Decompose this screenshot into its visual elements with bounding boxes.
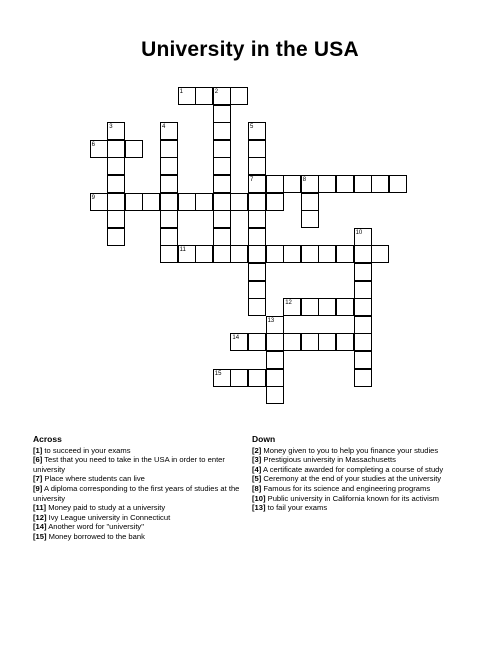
- across-clue: [33, 446, 251, 456]
- grid-cell[interactable]: [107, 228, 125, 246]
- grid-cell[interactable]: [336, 298, 354, 316]
- clue-number-label: 15: [214, 370, 222, 377]
- clue-number: [7]: [33, 474, 43, 484]
- grid-cell[interactable]: [160, 228, 178, 246]
- clue-number-label: 5: [250, 124, 254, 131]
- grid-cell[interactable]: [107, 140, 125, 158]
- clue-number: [4]: [252, 464, 262, 474]
- down-clue: [252, 446, 477, 456]
- grid-cell[interactable]: [195, 193, 213, 211]
- grid-cell[interactable]: [354, 175, 372, 193]
- grid-cell[interactable]: [318, 245, 336, 263]
- grid-cell[interactable]: [354, 316, 372, 334]
- grid-cell[interactable]: [213, 175, 231, 193]
- clue-number: [11]: [33, 503, 47, 513]
- clue-text: Famous for its science and engineering programs: [261, 483, 431, 493]
- down-clue: [252, 494, 477, 504]
- down-heading: Down: [252, 434, 276, 444]
- across-clue: [33, 484, 251, 503]
- clue-text: Test that you need to take in the USA in order to enter university: [33, 455, 225, 474]
- grid-cell[interactable]: [178, 193, 196, 211]
- grid-cell[interactable]: [230, 87, 248, 105]
- down-clue: [252, 455, 477, 465]
- grid-cell[interactable]: [160, 175, 178, 193]
- grid-cell[interactable]: [266, 369, 284, 387]
- grid-cell[interactable]: [301, 193, 319, 211]
- down-clue: [252, 465, 477, 475]
- grid-cell[interactable]: [248, 369, 266, 387]
- grid-cell[interactable]: [248, 157, 266, 175]
- clue-number: [8]: [252, 483, 262, 493]
- grid-cell[interactable]: [213, 157, 231, 175]
- clue-number: [15]: [33, 531, 47, 541]
- grid-cell[interactable]: [354, 245, 372, 263]
- grid-cell[interactable]: [107, 157, 125, 175]
- grid-cell[interactable]: [248, 210, 266, 228]
- clue-number-label: 9: [91, 194, 95, 201]
- grid-cell[interactable]: [248, 140, 266, 158]
- clue-text: Money paid to study at a university: [46, 503, 166, 513]
- grid-cell[interactable]: [354, 351, 372, 369]
- grid-cell[interactable]: [283, 245, 301, 263]
- grid-cell[interactable]: [125, 140, 143, 158]
- grid-cell[interactable]: [354, 281, 372, 299]
- across-clue: [33, 503, 251, 513]
- clue-number-label: 11: [179, 247, 186, 254]
- grid-cell[interactable]: [283, 333, 301, 351]
- across-clue: [33, 513, 251, 523]
- grid-cell[interactable]: [354, 263, 372, 281]
- clue-number-label: 6: [91, 141, 95, 148]
- grid-cell[interactable]: [336, 333, 354, 351]
- clue-text: Ivy League university in Connecticut: [46, 512, 171, 522]
- grid-cell[interactable]: [230, 369, 248, 387]
- across-clue: [33, 522, 251, 532]
- grid-cell[interactable]: [125, 193, 143, 211]
- clue-number: [14]: [33, 522, 47, 532]
- clue-text: to fail your exams: [265, 503, 328, 513]
- grid-cell[interactable]: [266, 175, 284, 193]
- grid-cell[interactable]: [107, 210, 125, 228]
- grid-cell[interactable]: [389, 175, 407, 193]
- grid-cell[interactable]: [318, 298, 336, 316]
- clue-text: A certificate awarded for completing a course of study: [261, 464, 444, 474]
- grid-cell[interactable]: [266, 386, 284, 404]
- clue-number-label: 2: [214, 89, 219, 95]
- grid-cell[interactable]: [301, 333, 319, 351]
- grid-cell[interactable]: [336, 175, 354, 193]
- grid-cell[interactable]: [160, 140, 178, 158]
- grid-cell[interactable]: [248, 281, 266, 299]
- down-clue: [252, 474, 477, 484]
- clue-number-label: 4: [162, 124, 166, 131]
- grid-cell[interactable]: [301, 245, 319, 263]
- across-clue: [33, 532, 251, 542]
- clue-number: [2]: [252, 445, 262, 455]
- grid-cell[interactable]: [248, 228, 266, 246]
- grid-cell[interactable]: [266, 193, 284, 211]
- grid-cell[interactable]: [354, 298, 372, 316]
- clue-text: Money given to you to help you finance your studies: [261, 445, 439, 455]
- grid-cell[interactable]: [248, 333, 266, 351]
- clue-number: [6]: [33, 455, 43, 465]
- clue-number: [3]: [252, 455, 262, 465]
- across-heading: Across: [33, 434, 62, 444]
- grid-cell[interactable]: [266, 351, 284, 369]
- grid-cell[interactable]: [301, 210, 319, 228]
- clue-number-label: 8: [302, 177, 307, 183]
- grid-cell[interactable]: [213, 193, 231, 211]
- page-title: University in the USA: [141, 38, 359, 61]
- clue-number: [9]: [33, 483, 43, 493]
- grid-cell[interactable]: [107, 193, 125, 211]
- clue-number-label: 7: [250, 177, 254, 183]
- grid-cell[interactable]: [160, 245, 178, 263]
- across-clue: [33, 455, 251, 474]
- down-clue-list: [252, 446, 477, 513]
- grid-cell[interactable]: [160, 210, 178, 228]
- grid-cell[interactable]: [213, 210, 231, 228]
- grid-cell[interactable]: [160, 157, 178, 175]
- grid-cell[interactable]: [266, 245, 284, 263]
- grid-cell[interactable]: [160, 193, 178, 211]
- clue-text: Place where students can live: [42, 474, 145, 484]
- grid-cell[interactable]: [248, 193, 266, 211]
- clue-text: A diploma corresponding to the first years of studies at the university: [33, 483, 240, 503]
- grid-cell[interactable]: [354, 369, 372, 387]
- clue-number-label: 12: [285, 300, 292, 307]
- grid-cell[interactable]: [336, 245, 354, 263]
- grid-cell[interactable]: [248, 298, 266, 316]
- grid-cell[interactable]: [248, 245, 266, 263]
- grid-cell[interactable]: [213, 105, 231, 123]
- grid-cell[interactable]: [248, 263, 266, 281]
- grid-cell[interactable]: [283, 175, 301, 193]
- grid-cell[interactable]: [230, 193, 248, 211]
- down-clues: [252, 435, 477, 513]
- clue-text: Money borrowed to the bank: [46, 531, 145, 541]
- grid-cell[interactable]: [213, 228, 231, 246]
- clue-text: Prestigious university in Massachusetts: [261, 455, 396, 465]
- down-clue: [252, 484, 477, 494]
- grid-cell[interactable]: [266, 333, 284, 351]
- clue-text: Public university in California known for its activism: [265, 493, 439, 503]
- clue-number-label: 3: [109, 124, 113, 131]
- clue-number-label: 10: [355, 229, 363, 236]
- clue-number-label: 1: [179, 89, 183, 95]
- across-clues: [33, 435, 251, 542]
- clue-text: to succeed in your exams: [42, 445, 131, 455]
- grid-cell[interactable]: [213, 245, 231, 263]
- grid-cell[interactable]: [318, 333, 336, 351]
- clue-text: Ceremony at the end of your studies at the university: [261, 474, 442, 484]
- grid-cell[interactable]: [371, 175, 389, 193]
- grid-cell[interactable]: [213, 122, 231, 140]
- grid-cell[interactable]: [195, 245, 213, 263]
- across-clue-list: [33, 446, 251, 542]
- clue-number: [5]: [252, 474, 262, 484]
- clue-number-label: 13: [267, 317, 275, 324]
- grid-cell[interactable]: [195, 87, 213, 105]
- grid-cell[interactable]: [230, 245, 248, 263]
- clue-number-label: 14: [232, 335, 240, 342]
- grid-cell[interactable]: [354, 333, 372, 351]
- grid-cell[interactable]: [318, 175, 336, 193]
- clue-number: [1]: [33, 445, 43, 455]
- across-clue: [33, 474, 251, 484]
- grid-cell[interactable]: [213, 140, 231, 158]
- clue-number: [13]: [252, 503, 266, 513]
- grid-cell[interactable]: [107, 175, 125, 193]
- clue-number: [12]: [33, 512, 47, 522]
- clue-text: Another word for "university": [46, 522, 144, 532]
- grid-cell[interactable]: [371, 245, 389, 263]
- grid-cell[interactable]: [301, 298, 319, 316]
- grid-cell[interactable]: [142, 193, 160, 211]
- down-clue: [252, 503, 477, 513]
- clue-number: [10]: [252, 493, 266, 503]
